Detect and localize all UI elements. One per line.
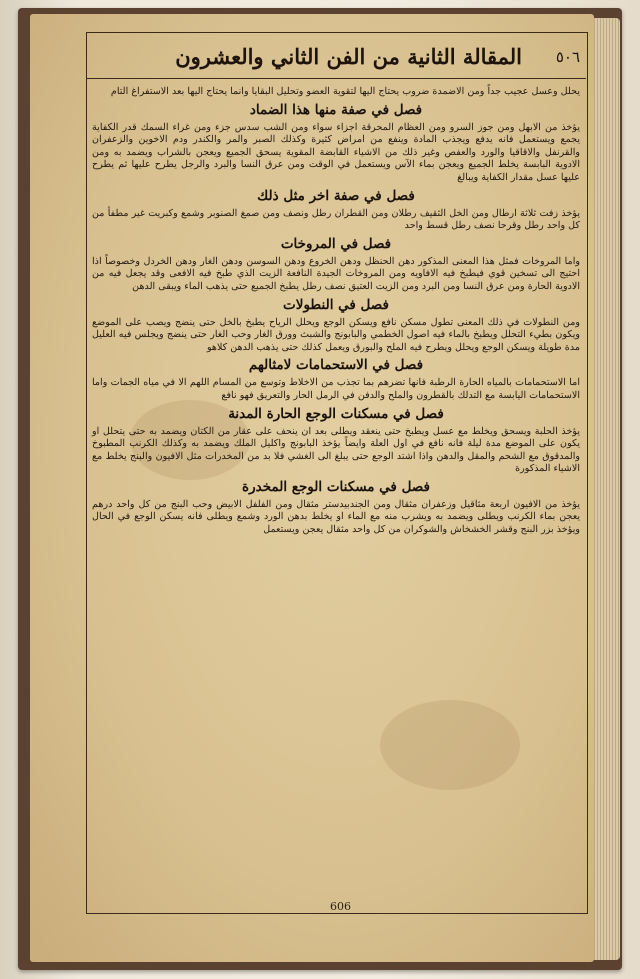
section-heading: فصل في النطولات xyxy=(283,296,389,313)
section-text: يؤخذ من الابهل ومن جوز السرو ومن العظام المحرقة اجزاء سواء ومن الشب سدس جزء ومن غراء السمك قدر الكفاية يجمع ويستعمل فانه يدفع ويجذب المادة وينفع من امراض كثيرة وكذلك الصبر والمر والكندر ودم الاخوين والزعفران والقرنفل والاقاقيا والورد والعفص وغير ذلك من الاشياء القابضة المقوية يسحق الجميع ويعجن بالشراب ويضمد به ومن الادوية البابسة يخلط الجميع ويعجن بماء الآس ويستعمل في الوقت ومن عرق النسا والبرد والرجل يطرح عليها ثم يطرح عليها عسل مقدار الكفاية ويبالغ xyxy=(92,121,580,183)
footer-number: 606 xyxy=(330,900,351,913)
section-text: يؤخذ الحلبة ويسحق ويخلط مع عسل ويطبخ حتى ينعقد ويطلى بعد ان ينحف على عقار من الكتان ويضمد به حتى يتحلل او يكون على الموضع مدة ليلة فانه نافع في اول العلة وايضاً يؤخذ البابونج واكليل الملك ويضمد به وكذلك الكرنب المطبوخ والمدقوق مع الشحم والمقل والدهن واذا اشتد الوجع حتى يبلغ الى الغشي فلا بد من المخدرات مثل الافيون والبنج يخلط مع الاشياء المذكورة xyxy=(92,425,580,475)
running-title: المقالة الثانية من الفن الثاني والعشرون xyxy=(175,44,522,69)
intro-paragraph: يحلل وعسل عجيب جداً ومن الاضمدة ضروب يحتاج اليها لتقوية العضو وتحليل البقايا وانما يحتاج اليها بعد الاستفراغ التام xyxy=(110,86,580,97)
section-heading: فصل في صفة اخر مثل ذلك xyxy=(257,187,415,204)
section-text: اما الاستحمامات بالمياه الحارة الرطبة فانها تضرهم بما تجذب من الاخلاط وتوسع من المسام اللهم الا في مياه الجمات واما الاستحمامات اليابسة مع التدلك بالقطرون والملح والدفن في الرمل الحار والتعريق فهو نافع xyxy=(92,377,580,401)
section-text: واما المروخات فمثل هذا المعنى المذكور دهن الحنظل ودهن الخروع ودهن السوسن ودهن الغار ودهن الخردل وخصوصاً اذا احتيج الى تسخين قوي فيطبخ فيه الافاويه ومن المروخات الجيدة النافعة الزيت الذي طبخ فيه الافعى وقد يجعل فيه من الادوية الحارة ومن عرق النسا ومن البرد ومن الزيت العتيق نصف رطل يطبخ الجميع حتى يذهب الماء ويبقى الدهن xyxy=(92,255,580,292)
page-body xyxy=(92,86,580,894)
page-number: ٥٠٦ xyxy=(555,48,580,66)
section-heading: فصل في مسكنات الوجع الحارة المدنة xyxy=(228,405,444,422)
section-heading: فصل في مسكنات الوجع المخدرة xyxy=(242,478,430,495)
section-heading: فصل في المروخات xyxy=(280,235,392,252)
section-text: يؤخذ من الافيون اربعة مثاقيل وزعفران مثقال ومن الجندبيدستر مثقال ومن الفلفل الابيض وحب البنج من كل واحد درهم يعجن بماء الكرنب ويطلى ويضمد به ويشرب منه مع الماء او يخلط بدهن الورد وشمع ويطلى فانه يسكن الوجع في الحال ويؤخذ بزر البنج وقشر الخشخاش والشوكران من كل واحد مثقال يعجن ويستعمل xyxy=(92,498,580,536)
page-header xyxy=(86,40,586,79)
section-heading: فصل في صفة منها هذا الضماد xyxy=(249,101,423,118)
section-text: يؤخذ زفت ثلاثة ارطال ومن الخل الثقيف رطلان ومن القطران رطل ونصف ومن صمغ الصنوبر وشمع وكبريت غير مطفأ من كل واحد رطل وقرحا نصف رطل قسط واحد xyxy=(92,207,580,232)
section-heading: فصل في الاستحمامات لامثالهم xyxy=(248,357,424,374)
section-text: ومن النطولات في ذلك المعنى تطول مسكن نافع ويسكن الوجع ويحلل الرياح يطبخ بالخل حتى ينضج ويصب على الموضع ويكون بطيء التحلل ويطبخ بالماء فيه اصول الخطمي والبابونج والشبث وورق الغار وحب الغار حتى ينضج ويجلس فيه العليل مدة طويلة ويسكن الوجع ويحلل ويطرح فيه الملح والبورق ويعمل كذلك حتى يذهب الدهن كلاهو xyxy=(92,316,580,353)
